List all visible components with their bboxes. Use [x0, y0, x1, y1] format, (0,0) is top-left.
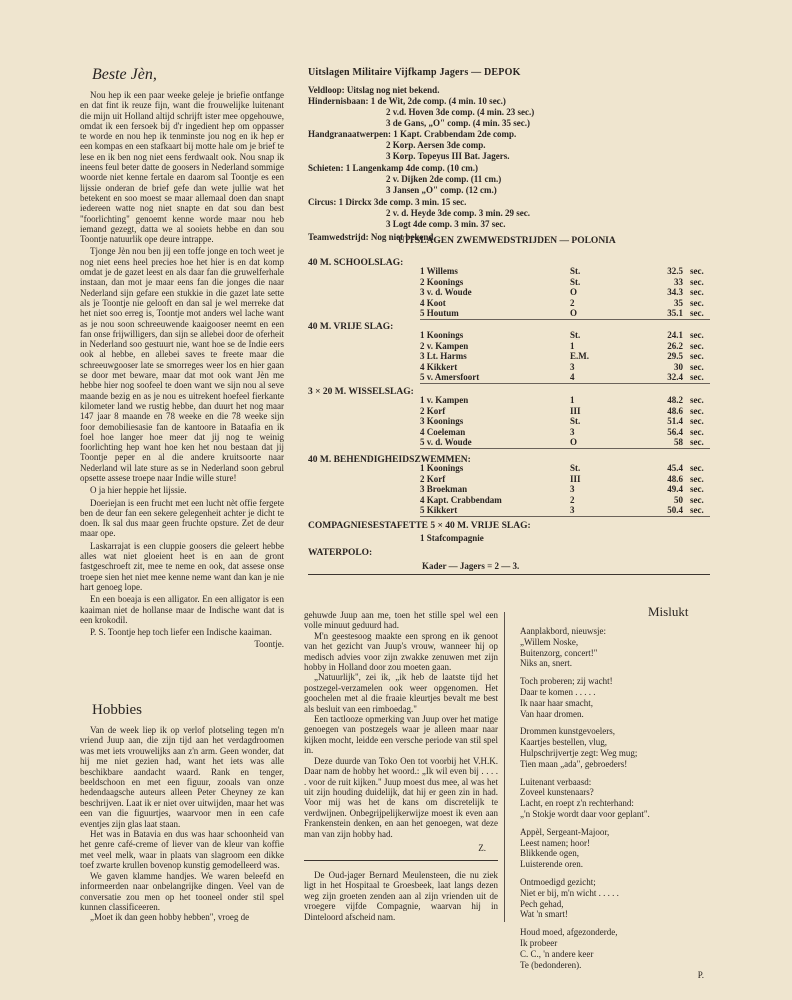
- swim-row: [420, 395, 720, 406]
- swim-row: [420, 406, 720, 417]
- letter-paragraph: P. S. Toontje hep toch liefer een Indische kaaiman.: [90, 627, 272, 638]
- swim-row: [420, 495, 720, 506]
- swim-team: 3: [570, 361, 575, 372]
- poem-line: Luisterende oren.: [520, 859, 583, 870]
- swim-unit: sec.: [690, 287, 704, 298]
- swim-title: UITSLAGEN ZWEMWEDSTRIJDEN — POLONIA: [398, 236, 616, 246]
- swim-time: 58: [674, 437, 683, 448]
- poem-line: Kaartjes bestellen, vlug,: [520, 737, 607, 748]
- column-divider: [504, 612, 505, 922]
- swim-name: 3 Koonings: [420, 416, 464, 427]
- poem-body: [520, 626, 712, 970]
- swim-team: 4: [570, 372, 575, 383]
- swim-team: 1: [570, 395, 575, 405]
- result-line: 3 Korp. Topeyus III Bat. Jagers.: [386, 151, 510, 161]
- poem-line: Appèl, Sergeant-Majoor,: [520, 826, 610, 837]
- hobbies-paragraph: M'n geestesoog maakte een sprong en ik genoot van het gezicht van Juup's vrouw, wanneer hij op medisch advies voor zijn zwakke zenuwen met zijn hobby in Holland door zou moeten gaan.: [304, 630, 498, 673]
- result-line: Teamwedstrijd: Nog niet bekend.: [308, 232, 436, 242]
- swim-name: 1 Koonings: [420, 330, 464, 340]
- result-line: 2 Korp. Aersen 3de comp.: [386, 140, 486, 150]
- poem-stanza: [520, 927, 712, 970]
- swim-name: 2 Korf: [420, 405, 446, 416]
- swim-name: 3 v. d. Woude: [420, 287, 472, 298]
- swim-time: 50: [674, 494, 683, 505]
- swim-unit: sec.: [690, 297, 704, 308]
- swim-team: St.: [570, 276, 581, 287]
- swim-time: 35: [674, 297, 683, 308]
- result-line: Hindernisbaan: 1 de Wit, 2de comp. (4 min. 10 sec.): [308, 96, 506, 106]
- poem-line: C. C., 'n andere keer: [520, 948, 594, 959]
- swim-name: 5 v. Amersfoort: [420, 372, 480, 383]
- swim-unit: sec.: [690, 473, 704, 484]
- hobbies-left-column: [80, 702, 284, 923]
- swim-team: 1: [570, 340, 575, 351]
- hobbies-mid-column: [304, 610, 498, 853]
- result-line: 2 v. Dijken 2de comp. (11 cm.): [386, 174, 502, 184]
- hobbies-paragraph: Het was in Batavia en dus was haar schoonheid van het genre café-creme of liever van de kleur van koffie met veel melk, waar in plaats van slagroom een dikke toef zwarte krullen bovenop kunstig gemodelleerd was.: [80, 829, 284, 871]
- swim-unit: sec.: [690, 405, 704, 416]
- swim-row: [420, 308, 720, 319]
- results-title: Uitslagen Militaire Vijfkamp Jagers — DEPOK: [308, 67, 521, 78]
- poem-stanza: [520, 676, 712, 719]
- swim-name: 3 Lt. Harms: [420, 351, 467, 362]
- poem-line: Drommen kunstgevoelers,: [520, 726, 615, 737]
- swim-event-title: 40 M. VRIJE SLAG:: [308, 322, 394, 332]
- swim-event-rule: [420, 448, 710, 449]
- letter-signature: Toontje.: [254, 639, 284, 650]
- swim-row: [420, 330, 720, 341]
- swim-row: [420, 362, 720, 373]
- letter-body: [80, 90, 284, 637]
- poem-line: Aanplakbord, nieuwsje:: [520, 626, 606, 636]
- swim-time: 34.3: [667, 287, 683, 298]
- result-line: Schieten: 1 Langenkamp 4de comp. (10 cm.): [308, 163, 478, 173]
- letter-paragraph: Doeriejan is een frucht met een lucht nèt offie fergete ben de deur fan een sekere gelegenheit achter je dicht te doen. Ik sal dus maar geen fruchte opsture. Zet de deur maar ope.: [80, 497, 284, 539]
- swim-row: [420, 372, 720, 383]
- swim-unit: sec.: [690, 266, 704, 276]
- swim-unit: sec.: [690, 494, 704, 505]
- swim-name: 5 Houtum: [420, 308, 459, 319]
- swim-time: 49.4: [667, 484, 683, 495]
- poem-line: Daar te komen . . . . .: [520, 686, 596, 697]
- swim-name: 1 Koonings: [420, 463, 464, 473]
- poem-line: Te (bedonderen).: [520, 959, 582, 970]
- swim-unit: sec.: [690, 395, 704, 405]
- poem-line: Houd moed, afgezonderde,: [520, 927, 618, 938]
- poem-line: Luitenant verbaasd:: [520, 776, 592, 787]
- result-line: Circus: 1 Dirckx 3de comp. 3 min. 15 sec.: [308, 197, 467, 207]
- swim-unit: sec.: [690, 437, 704, 448]
- swim-team: 3: [570, 426, 575, 437]
- poem-stanza: [520, 827, 712, 870]
- swim-name: 1 Willems: [420, 266, 458, 276]
- poem-line: „Willem Noske,: [520, 636, 579, 647]
- swim-row: [420, 484, 720, 495]
- swim-name: 1 v. Kampen: [420, 395, 469, 405]
- swim-unit: sec.: [690, 340, 704, 351]
- poem-signature: P.: [697, 970, 704, 981]
- swim-time: 33: [674, 276, 683, 287]
- hobbies-paragraph: Een tactlooze opmerking van Juup over het matige genoegen van postzegels waar je alleen maar naar kijken mocht, leidde een versche periode van stil spel in.: [304, 714, 498, 756]
- poem-line: Buitenzorg, concert!": [520, 647, 598, 658]
- swim-team: St.: [570, 266, 581, 276]
- swim-event-rule: [420, 516, 710, 517]
- swim-unit: sec.: [690, 308, 704, 319]
- poem-line: Zoveel kunstenaars?: [520, 787, 594, 798]
- poem-stanza: [520, 877, 712, 920]
- poem-stanza: [520, 726, 712, 769]
- swim-team: O: [570, 308, 578, 319]
- swim-team: E.M.: [570, 351, 589, 362]
- result-line: 3 Logt 4de comp. 3 min. 37 sec.: [386, 219, 506, 229]
- poem-line: Niks an, snert.: [520, 658, 572, 669]
- swim-name: 2 v. Kampen: [420, 340, 469, 351]
- swim-row: [420, 427, 720, 438]
- letter-column: [80, 66, 284, 649]
- swim-row: [420, 463, 720, 474]
- swim-time: 45.4: [667, 463, 683, 473]
- poem-line: Blikkende ogen,: [520, 848, 579, 859]
- swim-name: 5 v. d. Woude: [420, 437, 472, 448]
- letter-paragraph: En een boeaja is een alligator. En een alligator is een kaaiman niet de hollanse maar de Indische want dat is een krokodil.: [80, 594, 284, 625]
- swim-name: 2 Korf: [420, 473, 446, 484]
- swim-time: 48.6: [667, 405, 683, 416]
- swim-unit: sec.: [690, 351, 704, 362]
- hobbies-paragraph: „Moet ik dan geen hobby hebben", vroeg de: [90, 912, 250, 923]
- relay-result: 1 Stafcompagnie: [420, 533, 484, 543]
- swim-event-title: 40 M. SCHOOLSLAG:: [308, 258, 404, 268]
- swim-team: III: [570, 473, 581, 484]
- swim-team: 3: [570, 505, 575, 516]
- swim-name: 2 Koonings: [420, 276, 464, 287]
- swim-unit: sec.: [690, 484, 704, 495]
- swim-unit: sec.: [690, 330, 704, 340]
- swim-row: [420, 298, 720, 309]
- hobbies-signature: Z.: [478, 842, 486, 853]
- swim-team: St.: [570, 463, 581, 473]
- result-line: 3 Jansen „O" comp. (12 cm.): [386, 185, 497, 195]
- swim-time: 48.6: [667, 473, 683, 484]
- swim-team: O: [570, 437, 578, 448]
- result-line: 3 de Gans, „O" comp. (4 min. 35 sec.): [386, 118, 530, 128]
- swim-name: 4 Coeleman: [420, 426, 466, 437]
- swim-row: [420, 474, 720, 485]
- swim-team: O: [570, 287, 578, 298]
- swim-row: [420, 341, 720, 352]
- hobbies-paragraph: „Natuurlijk", zei ik, „ik heb de laatste tijd het postzegel-verzamelen ook weer opgenomen. Het goochelen met al die fraaie kleurtjes bevalt me best als besluit van een rimboedag.": [304, 672, 498, 714]
- swim-event-title: 3 × 20 M. WISSELSLAG:: [308, 387, 414, 397]
- poem-line: Hulpschrijvertje zegt: Weg mug;: [520, 747, 638, 758]
- swim-name: 3 Broekman: [420, 484, 468, 495]
- poem-line: Niet er bij, m'n wicht . . . . .: [520, 887, 619, 898]
- swim-team: St.: [570, 330, 581, 340]
- swim-unit: sec.: [690, 276, 704, 287]
- poem-title: Mislukt: [648, 604, 689, 619]
- swim-unit: sec.: [690, 463, 704, 473]
- swim-unit: sec.: [690, 426, 704, 437]
- swim-event-rule: [420, 319, 710, 320]
- swim-row: [420, 505, 720, 516]
- swim-time: 29.5: [667, 351, 683, 362]
- swim-unit: sec.: [690, 416, 704, 427]
- swim-row: [420, 277, 720, 288]
- swim-name: 4 Kapt. Crabbendam: [420, 494, 502, 505]
- letter-paragraph: O ja hier heppie het lijssie.: [90, 485, 187, 496]
- swim-time: 30: [674, 361, 683, 372]
- swim-row: [420, 351, 720, 362]
- hobbies-title: Hobbies: [92, 702, 142, 718]
- poem-line: Lacht, en roept z'n rechterhand:: [520, 798, 634, 809]
- swim-name: 4 Koot: [420, 297, 446, 308]
- relay-title: COMPAGNIESESTAFETTE 5 × 40 M. VRIJE SLAG:: [308, 521, 531, 531]
- swim-row: [420, 287, 720, 298]
- letter-title: Beste Jèn,: [92, 66, 157, 83]
- hobbies-paragraph: Van de week liep ik op verlof plotseling tegen m'n vriend Juup aan, die zijn tijd aan het verdagdroomen was met iets vrouwelijks aan z'n arm. Geen wonder, dat hij me niet gezien had, want het iets was alle beschikbare aandacht waard. Rank en tenger, beeldschoon en met een figuur, zooals van onze hedendaagsche auteurs alleen Peter Cheyney ze kan beschrijven. Laat ik er niet over uitwijden, maar het was een van die figuurtjes, waarvoor men in een cafe eventjes zijn glas laat staan.: [80, 725, 284, 829]
- swim-team: 2: [570, 297, 575, 308]
- swim-time: 32.5: [667, 266, 683, 276]
- swim-event-rule: [420, 383, 710, 384]
- hobbies-paragraph: gehuwde Juup aan me, toen het stille spel wel een volle minuut geduurd had.: [304, 610, 498, 631]
- poem-line: Ik probeer: [520, 937, 558, 948]
- poem-line: Ontmoedigd gezicht;: [520, 876, 596, 887]
- result-line: 2 v. d. Heyde 3de comp. 3 min. 29 sec.: [386, 208, 530, 218]
- poem-line: Van haar dromen.: [520, 708, 584, 719]
- poem-stanza: [520, 777, 712, 820]
- swim-row: [420, 437, 720, 448]
- poem-line: Pech gehad,: [520, 898, 564, 909]
- waterpolo-result: Kader — Jagers = 2 — 3.: [422, 561, 520, 571]
- swim-time: 56.4: [667, 426, 683, 437]
- swim-row: [420, 266, 720, 277]
- swim-team: 3: [570, 484, 575, 495]
- swim-team: 2: [570, 494, 575, 505]
- poem-line: „'n Stokje wordt daar voor geplant".: [520, 808, 650, 819]
- waterpolo-title: WATERPOLO:: [308, 548, 373, 558]
- notice-column: [304, 870, 498, 922]
- swim-time: 48.2: [667, 395, 683, 405]
- hobbies-paragraph: Deze duurde van Toko Oen tot voorbij het V.H.K. Daar nam de hobby het woord.: „Ik wil even bij . . . . . voor de ruit kijken." Juup moest dus mee, al was het uit zijn houding duidelijk, dat hij er geen zin in had. Voor mij was het de kans om discretelijk te verdwijnen. Onbegrijpelijkerwijze moest ik even aan Frankenstein denken, en aan het genoegen, wat deze man van zijn hobby had.: [304, 755, 498, 839]
- swim-unit: sec.: [690, 505, 704, 516]
- results-bottom-rule: [308, 574, 710, 575]
- notice-divider: [304, 860, 498, 861]
- poem-line: Toch proberen; zij wacht!: [520, 676, 613, 687]
- poem-column: [520, 604, 712, 981]
- result-line: 2 v.d. Hoven 3de comp. (4 min. 23 sec.): [386, 107, 535, 117]
- hobbies-mid-body: [304, 610, 498, 839]
- swim-team: St.: [570, 416, 581, 427]
- poem-line: Tien maan „ada", gebroeders!: [520, 758, 628, 769]
- notice-text: De Oud-jager Bernard Meulensteen, die nu ziek ligt in het Hospitaal te Groesbeek, laat langs dezen weg zijn groeten zenden aan al zijn vrienden uit de vroegere vijfde Compagnie, waarvan hij in Dinteloord afscheid nam.: [304, 870, 498, 922]
- swim-event-title: 40 M. BEHENDIGHEIDSZWEMMEN:: [308, 455, 471, 465]
- poem-line: Leest namen; hoor!: [520, 837, 590, 848]
- letter-paragraph: Nou hep ik een paar weeke geleje je briefie ontfange en dat fint ik reuze fijn, want die frouwelijke luitenant die mijn uit Holland altijd schrijft ister mee opgehouwe, omdat ik een fersoek bij d'r ingedient hep om oppasser te worde en nou hep ik tenminste jou nog en ik hep er een kompas en een stafkaart bij motte hale om je brief te lese en ik ben nog niet eens ferdwaalt ook. Nou snap ik ineens feul beter datte de goosers in Nederland sommige woorde niet kenne fertale en daarom sal Toontje es een lijssie onderan de brief gefe dan wete jullie wat het betekent en soo moest se maar allemaal doen dan snapt iedereen watte nog niet snapte en dat sou dan best "foorlichting" genoemt kenne worde maar nou heb iemand gezegt, datta we al sooiets hebbe en dan sou Toontje natuurlik ope deure intrappe.: [80, 90, 284, 245]
- hobbies-left-body: [80, 725, 284, 923]
- letter-paragraph: Tjonge Jèn nou ben jij een toffe jonge en toch weet je nog niet eens heel precies hoe het hier is en dat komp omdat je de gazet leest en als daar fan die gruwelferhale instaan, dan mot je maar eens fan die jonges die naar Nederland sijn gefare een stukkie in die gazet late sette als je Toontje nie gelooft en dan sal je wel merreke dat het niet soo erreg is, Toontje mot anders wel lache want as je nou soon schreeuwende kaaigooser neemt en een fan onse frijwilligers, dan sijn se allebei door de oferheit in Nederland soo gestuurt nie, want hoe se de Indie eers ook al hebbe, en allebei saves te freete maar die schreeuwgooser late se smorreges weer los en hier gaan se door met beware, maar dat mot ook want Jèn me hebbe hier nog soofeel te doen want we sijn nou al seve maande bezig en as je nou es uitrekent hoefeel fierkante kilometer land we rustig hebbe, dan duurt het nog maar 147 jaar 8 maande en 78 weeke en die 78 weeke sijn foor demobiliesasie fan de kantoore in Bataafia en ik foel hoe langer hoe meer dat jij nog te weinig foorlichting hep want hoe ken het nou bestaan dat jij Toontje peper en al die andere kruitsoorte naar Nederland wil late sture as se in Nederland soon gebrul opsette assese troepe naar Indie wille sture!: [80, 246, 284, 483]
- swim-time: 50.4: [667, 505, 683, 516]
- result-line: Handgranaatwerpen: 1 Kapt. Crabbendam 2de comp.: [308, 129, 517, 139]
- letter-paragraph: Laskarrajat is een cluppie goosers die geleert hebbe alles wat niet gloeient heet is en aan de gront fastgeschroeft zit, mee te neme en ook, dat assese onse troepe sien het niet mee kenne neme want dan kan je nie hart genoeg lope.: [80, 540, 284, 592]
- swim-time: 32.4: [667, 372, 683, 383]
- swim-name: 5 Kikkert: [420, 505, 458, 516]
- result-line: Veldloop: Uitslag nog niet bekend.: [308, 85, 440, 95]
- swim-team: III: [570, 405, 581, 416]
- hobbies-paragraph: We gaven klamme handjes. We waren beleefd en informeerden naar onbelangrijke dingen. Veel van de conversatie zou men op het tooneel onder stil spel kunnen classificeeren.: [80, 870, 284, 912]
- poem-line: Wat 'n smart!: [520, 909, 568, 920]
- swim-time: 26.2: [667, 340, 683, 351]
- poem-stanza: [520, 626, 712, 669]
- swim-unit: sec.: [690, 372, 704, 383]
- swim-row: [420, 416, 720, 427]
- swim-time: 24.1: [667, 330, 683, 340]
- swim-time: 51.4: [667, 416, 683, 427]
- swim-name: 4 Kikkert: [420, 361, 458, 372]
- swim-time: 35.1: [667, 308, 683, 319]
- poem-line: Ik naar haar smacht,: [520, 697, 593, 708]
- swim-unit: sec.: [690, 361, 704, 372]
